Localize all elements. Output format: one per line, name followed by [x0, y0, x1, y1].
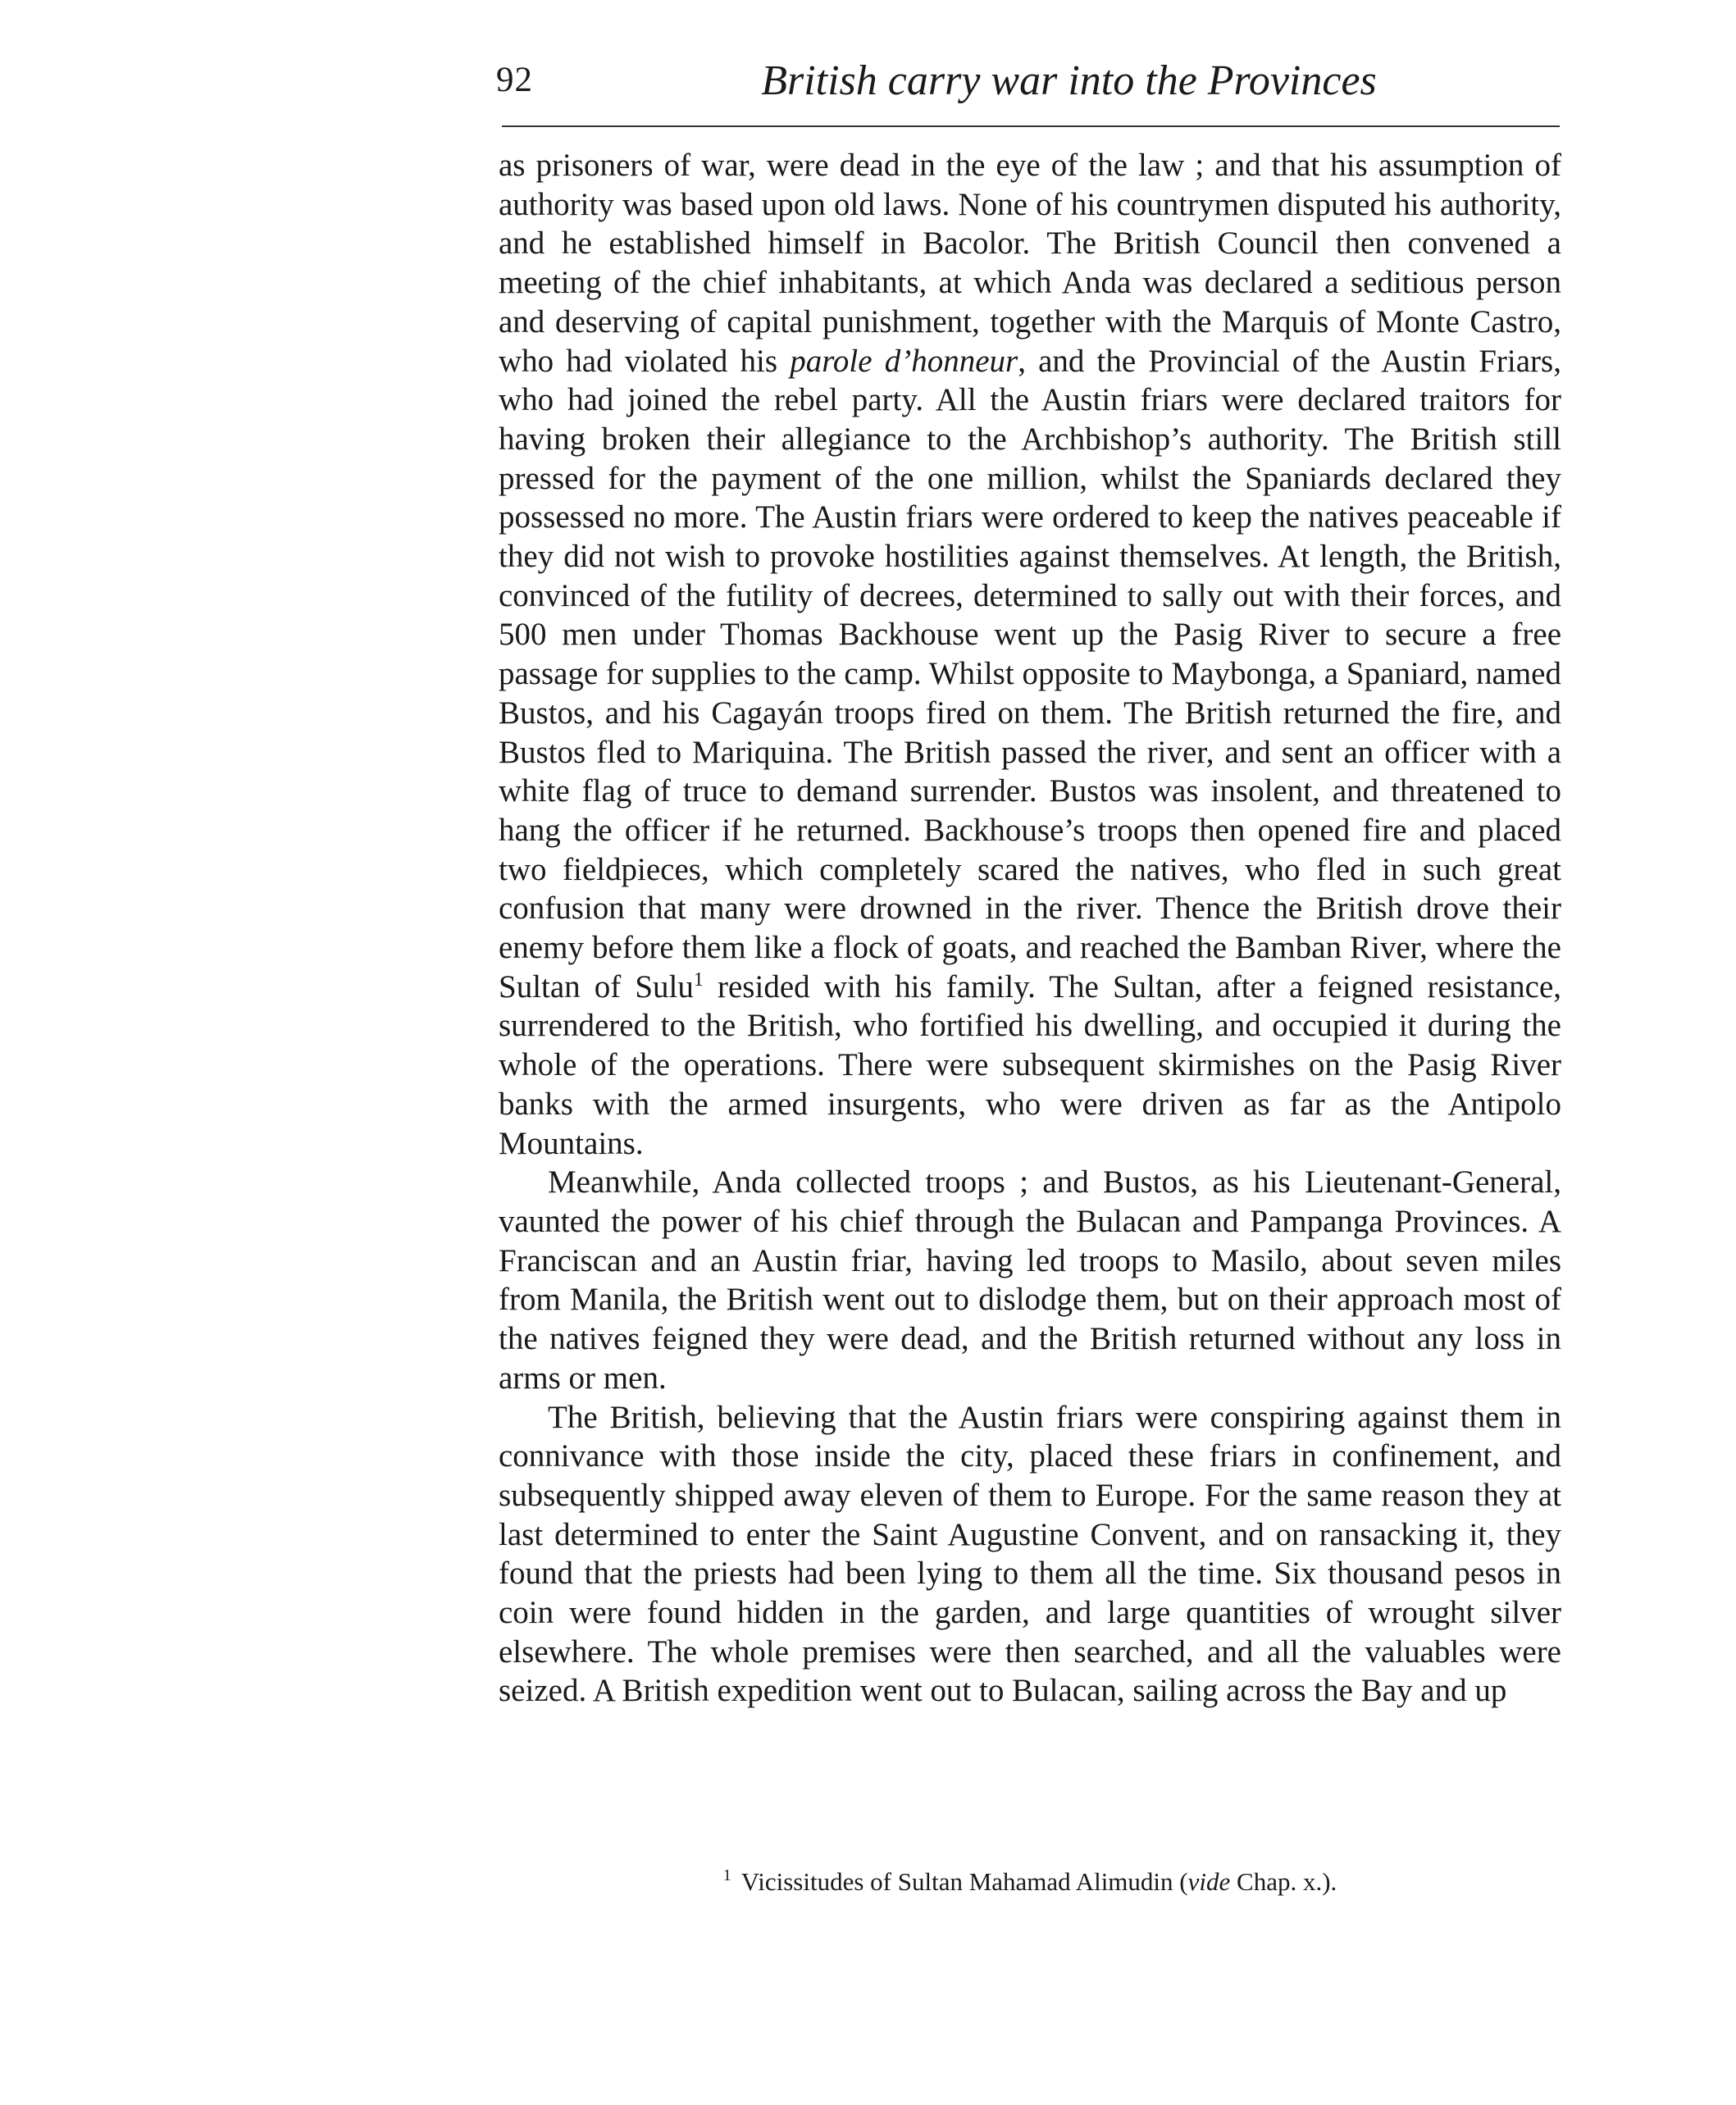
page-number: 92 [496, 61, 533, 99]
text-run: Meanwhile, Anda collected troops ; and Bustos, as his Lieutenant-General, vaunted the power of his chief through the Bulacan and Pampanga Provinces. A Franciscan and an Austin friar, having led troops to Masilo, about seven miles from Manila, the British went out to dislodge them, but on their approach most of the natives feigned they were dead, and the British returned without any loss in arms or men. [499, 1164, 1561, 1396]
footnote [499, 1866, 1561, 1897]
page-header [496, 57, 1560, 123]
italic-phrase: parole d’honneur [790, 343, 1018, 379]
paragraph [499, 1398, 1561, 1711]
body-text [499, 146, 1561, 1711]
footnote-reference: 1 [693, 968, 704, 991]
footnote-text-after: Chap. x.). [1230, 1867, 1337, 1896]
footnote-marker: 1 [722, 1866, 731, 1884]
paragraph [499, 146, 1561, 1163]
paragraph [499, 1163, 1561, 1397]
text-run: resided with his family. The Sultan, after a feigned resistance, surrendered to the British, who fortified his dwelling, and occupied it during the whole of the operations. There were subsequent skirmishes on the Pasig River banks with the armed insurgents, who were driven as far as the Antipolo Mountains. [499, 968, 1561, 1161]
footnote-text-italic: vide [1187, 1867, 1231, 1896]
text-run: , and the Provincial of the Austin Friars, who had joined the rebel party. All the Austin friars were declared traitors for having broken their allegiance to the Archbishop’s authority. The British still pressed for the payment of the one million, whilst the Spaniards declared they possessed no more. The Austin friars were ordered to keep the natives peaceable if they did not wish to provoke hostilities against themselves. At length, the British, convinced of the futility of decrees, determined to sally out with their forces, and 500 men under Thomas Backhouse went up the Pasig River to secure a free passage for supplies to the camp. Whilst opposite to Maybonga, a Spaniard, named Bustos, and his Cagayán troops fired on them. The British returned the fire, and Bustos fled to Mariquina. The British passed the river, and sent an officer with a white flag of truce to demand surrender. Bustos was insolent, and threatened to hang the officer if he returned. Backhouse’s troops then opened fire and placed two fieldpieces, which completely scared the natives, who fled in such great confusion that many were drowned in the river. Thence the British drove their enemy before them like a flock of goats, and reached the Bamban River, where the Sultan of Sulu [499, 343, 1561, 1005]
text-run: The British, believing that the Austin friars were conspiring against them in connivance with those inside the city, placed these friars in confinement, and subsequently shipped away eleven of them to Europe. For the same reason they at last determined to enter the Saint Augustine Convent, and on ransacking it, they found that the priests had been lying to them all the time. Six thousand pesos in coin were found hidden in the garden, and large quantities of wrought silver elsewhere. The whole premises were then searched, and all the valuables were seized. A British expedition went out to Bulacan, sailing across the Bay and up [499, 1399, 1561, 1709]
running-title: British carry war into the Provinces [761, 57, 1377, 104]
text-run: as prisoners of war, were dead in the eye of the law ; and that his assumption of authority was based upon old laws. None of his countrymen disputed his authority, and he established himself in Bacolor. The British Council then convened a meeting of the chief inhabitants, at which Anda was declared a seditious person and deserving of capital punishment, together with the Marquis of Monte Castro, who had violated his [499, 148, 1561, 379]
footnote-text-before: Vicissitudes of Sultan Mahamad Alimudin ( [740, 1867, 1188, 1896]
header-rule [502, 125, 1560, 127]
